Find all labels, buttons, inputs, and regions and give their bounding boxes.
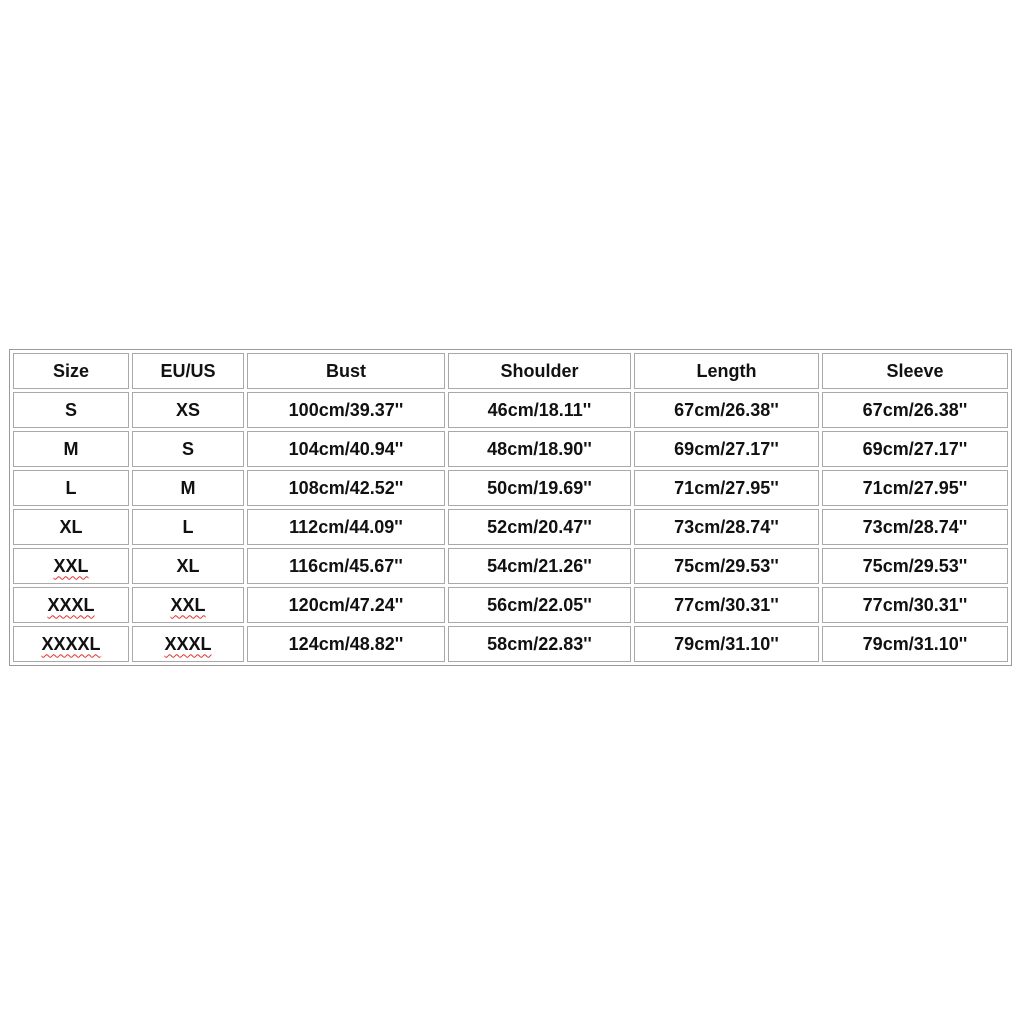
- cell-bust: 120cm/47.24'': [247, 587, 445, 623]
- cell-bust: 104cm/40.94'': [247, 431, 445, 467]
- size-chart-table: [9, 349, 1012, 666]
- cell-shoulder: 50cm/19.69'': [448, 470, 631, 506]
- cell-size-text: XXL: [53, 555, 89, 576]
- cell-size: [13, 470, 129, 506]
- cell-size: [13, 548, 129, 584]
- header-shoulder: Shoulder: [448, 353, 631, 389]
- table-row: [13, 587, 1008, 623]
- cell-length: 77cm/30.31'': [634, 587, 819, 623]
- cell-size-text: XL: [59, 516, 83, 537]
- cell-length: 79cm/31.10'': [634, 626, 819, 662]
- cell-size-text: XXXL: [47, 594, 95, 615]
- cell-bust: 116cm/45.67'': [247, 548, 445, 584]
- cell-eu-us-text: S: [181, 438, 194, 459]
- cell-eu-us-text: M: [180, 477, 196, 498]
- table-row: [13, 626, 1008, 662]
- cell-sleeve: 75cm/29.53'': [822, 548, 1008, 584]
- cell-eu-us: [132, 587, 244, 623]
- cell-bust: 124cm/48.82'': [247, 626, 445, 662]
- cell-size-text: XXXXL: [41, 633, 101, 654]
- table-row: [13, 470, 1008, 506]
- cell-eu-us: [132, 626, 244, 662]
- header-sleeve: Sleeve: [822, 353, 1008, 389]
- cell-size: [13, 587, 129, 623]
- cell-size-text: M: [63, 438, 79, 459]
- cell-shoulder: 46cm/18.11'': [448, 392, 631, 428]
- cell-eu-us-text: L: [182, 516, 194, 537]
- cell-eu-us: [132, 509, 244, 545]
- header-size: Size: [13, 353, 129, 389]
- cell-eu-us: [132, 392, 244, 428]
- cell-shoulder: 48cm/18.90'': [448, 431, 631, 467]
- cell-size: [13, 392, 129, 428]
- table-row: [13, 509, 1008, 545]
- header-eu-us: EU/US: [132, 353, 244, 389]
- table-row: [13, 431, 1008, 467]
- cell-sleeve: 69cm/27.17'': [822, 431, 1008, 467]
- cell-eu-us: [132, 470, 244, 506]
- cell-shoulder: 54cm/21.26'': [448, 548, 631, 584]
- header-bust: Bust: [247, 353, 445, 389]
- cell-bust: 108cm/42.52'': [247, 470, 445, 506]
- cell-eu-us-text: XS: [175, 399, 200, 420]
- cell-eu-us-text: XL: [176, 555, 200, 576]
- cell-bust: 100cm/39.37'': [247, 392, 445, 428]
- cell-sleeve: 73cm/28.74'': [822, 509, 1008, 545]
- cell-eu-us-text: XXL: [170, 594, 206, 615]
- cell-length: 73cm/28.74'': [634, 509, 819, 545]
- header-length: Length: [634, 353, 819, 389]
- cell-sleeve: 71cm/27.95'': [822, 470, 1008, 506]
- cell-bust: 112cm/44.09'': [247, 509, 445, 545]
- table-header-row: [13, 353, 1008, 389]
- cell-shoulder: 56cm/22.05'': [448, 587, 631, 623]
- cell-eu-us: [132, 431, 244, 467]
- cell-eu-us-text: XXXL: [164, 633, 212, 654]
- table-row: [13, 548, 1008, 584]
- cell-length: 69cm/27.17'': [634, 431, 819, 467]
- cell-size: [13, 509, 129, 545]
- cell-shoulder: 52cm/20.47'': [448, 509, 631, 545]
- cell-size-text: S: [64, 399, 77, 420]
- cell-length: 71cm/27.95'': [634, 470, 819, 506]
- cell-size-text: L: [65, 477, 77, 498]
- cell-sleeve: 77cm/30.31'': [822, 587, 1008, 623]
- cell-shoulder: 58cm/22.83'': [448, 626, 631, 662]
- cell-sleeve: 79cm/31.10'': [822, 626, 1008, 662]
- cell-sleeve: 67cm/26.38'': [822, 392, 1008, 428]
- cell-size: [13, 626, 129, 662]
- cell-eu-us: [132, 548, 244, 584]
- cell-length: 67cm/26.38'': [634, 392, 819, 428]
- cell-size: [13, 431, 129, 467]
- table-row: [13, 392, 1008, 428]
- cell-length: 75cm/29.53'': [634, 548, 819, 584]
